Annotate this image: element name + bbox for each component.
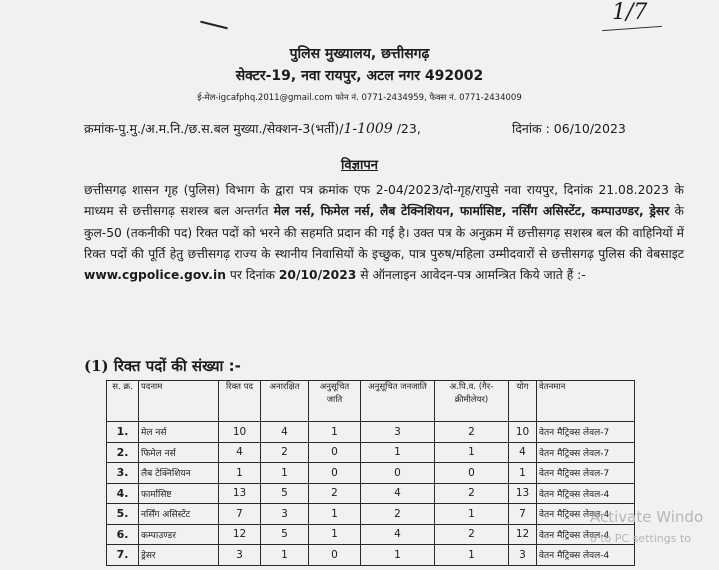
header-office: पुलिस मुख्यालय, छत्तीसगढ़ (289, 46, 430, 62)
cell-total: 3 (509, 545, 537, 566)
document-title: विज्ञापन (341, 158, 378, 173)
cell-st: 4 (361, 524, 435, 545)
post-names: मेल नर्स, फिमेल नर्स, लैब टेक्निशियन, फार्मासिष्ट, नर्सिंग असिस्टेंट, कम्पाउण्डर, ड्रेसर (273, 204, 670, 219)
table-row (107, 463, 635, 484)
cell-post: लैब टेक्निशियन (139, 463, 219, 484)
reference-prefix: क्रमांक-पु.मु./अ.म.नि./छ.स.बल मुख्या./सेक्शन-3(भर्ती)/ (84, 121, 344, 136)
cell-pay: वेतन मैट्रिक्स लेवल-7 (537, 442, 635, 463)
cell-post: कम्पाउण्डर (139, 524, 219, 545)
cell-total: 4 (509, 442, 537, 463)
reference-date: दिनांक : 06/10/2023 (512, 121, 626, 136)
cell-pay: वेतन मैट्रिक्स लेवल-7 (537, 422, 635, 443)
cell-sn: 6. (107, 524, 139, 545)
cell-pay: वेतन मैट्रिक्स लेवल-7 (537, 463, 635, 484)
cell-st: 4 (361, 483, 435, 504)
cell-obc: 2 (435, 422, 509, 443)
cell-vacant: 12 (219, 524, 261, 545)
cell-pay: वेतन मैट्रिक्स लेवल-4 (537, 524, 635, 545)
table-row (107, 504, 635, 525)
cell-vacant: 13 (219, 483, 261, 504)
activation-watermark-subtitle: o to PC settings to (590, 532, 691, 545)
section-number: (1) (84, 357, 109, 375)
cell-obc: 1 (435, 504, 509, 525)
cell-vacant: 1 (219, 463, 261, 484)
header-pay: वेतनमान (537, 381, 635, 422)
cell-sc: 0 (309, 545, 361, 566)
cell-sn: 7. (107, 545, 139, 566)
cell-sn: 3. (107, 463, 139, 484)
cell-total: 13 (509, 483, 537, 504)
header-contact: ई-मेल-igcafphq.2011@gmail.com फोन नं. 0771-2434959, फैक्स नं. 0771-2434009 (197, 93, 522, 103)
cell-unreserved: 5 (261, 483, 309, 504)
header-address: सेक्टर-19, नवा रायपुर, अटल नगर 492002 (235, 68, 484, 84)
cell-unreserved: 1 (261, 463, 309, 484)
cell-sc: 0 (309, 442, 361, 463)
reference-number (84, 120, 421, 137)
cell-sn: 4. (107, 483, 139, 504)
header-sn: स. क्र. (107, 381, 139, 422)
cell-obc: 1 (435, 545, 509, 566)
header-total: योग (509, 381, 537, 422)
cell-vacant: 4 (219, 442, 261, 463)
header-obc: अ.पि.व. (गैर-क्रीमीलेयर) (435, 381, 509, 422)
cell-unreserved: 3 (261, 504, 309, 525)
pen-stroke (200, 21, 228, 30)
cell-vacant: 10 (219, 422, 261, 443)
header-unreserved: अनारक्षित (261, 381, 309, 422)
cell-post: फिमेल नर्स (139, 442, 219, 463)
cell-obc: 1 (435, 442, 509, 463)
table-row (107, 442, 635, 463)
cell-unreserved: 4 (261, 422, 309, 443)
cell-sn: 2. (107, 442, 139, 463)
header-sc: अनुसूचित जाति (309, 381, 361, 422)
table-row (107, 483, 635, 504)
cell-st: 2 (361, 504, 435, 525)
cell-sc: 0 (309, 463, 361, 484)
cell-vacant: 7 (219, 504, 261, 525)
cell-sc: 2 (309, 483, 361, 504)
cell-total: 10 (509, 422, 537, 443)
cell-post: मेल नर्स (139, 422, 219, 443)
cell-unreserved: 5 (261, 524, 309, 545)
cell-post: ड्रेसर (139, 545, 219, 566)
cell-total: 12 (509, 524, 537, 545)
last-date: 20/10/2023 (278, 268, 357, 283)
cell-pay: वेतन मैट्रिक्स लेवल-4 (537, 483, 635, 504)
table-row (107, 545, 635, 566)
cell-post: फार्मासिष्ट (139, 483, 219, 504)
cell-pay: वेतन मैट्रिक्स लेवल-4 (537, 545, 635, 566)
cell-post: नर्सिंग असिस्टेंट (139, 504, 219, 525)
cell-vacant: 3 (219, 545, 261, 566)
cell-total: 7 (509, 504, 537, 525)
header-post: पदनाम (139, 381, 219, 422)
header-st: अनुसूचित जनजाति (361, 381, 435, 422)
cell-sn: 1. (107, 422, 139, 443)
cell-unreserved: 1 (261, 545, 309, 566)
cell-st: 1 (361, 545, 435, 566)
cell-sc: 1 (309, 524, 361, 545)
header-vacant: रिक्त पद (219, 381, 261, 422)
cell-obc: 2 (435, 524, 509, 545)
vacancy-table (106, 380, 635, 566)
cell-sn: 5. (107, 504, 139, 525)
table-row (107, 524, 635, 545)
cell-st: 1 (361, 442, 435, 463)
advertisement-body: छत्तीसगढ़ शासन गृह (पुलिस) विभाग के द्वारा पत्र क्रमांक एफ 2-04/2023/दो-गृह/रापुसे नवा रायपुर, दिनांक 21.08.2023 के माध्यम से छत्तीसगढ़ सशस्त्र बल अन्तर्गत मेल नर्स, फिमेल नर्स, लैब टेक्निशियन, फार्मासिष्ट, नर्सिंग असिस्टेंट, कम्पाउण्डर, ड्रेसर के कुल-50 (तकनीकी पद) रिक्त पदों को भरने की सहमति प्रदान की गई है। उक्त पत्र के अनुक्रम में छत्तीसगढ़ सशस्त्र बल की वाहिनियों में रिक्त पदों की पूर्ति हेतु छत्तीसगढ़ राज्य के स्थानीय निवासियों के इच्छुक, पात्र पुरुष/महिला उम्मीदवारों से छत्तीसगढ़ पुलिस की वेबसाइट www.cgpolice.gov.in पर दिनांक 20/10/2023 से ऑनलाइन आवेदन-पत्र आमन्त्रित किये जाते हैं :- (84, 183, 684, 283)
cell-total: 1 (509, 463, 537, 484)
reference-suffix: /23, (396, 121, 421, 136)
website-link: www.cgpolice.gov.in (84, 268, 226, 283)
section-heading (84, 356, 241, 376)
cell-st: 0 (361, 463, 435, 484)
cell-pay: वेतन मैट्रिक्स लेवल-4 (537, 504, 635, 525)
table-header-row (107, 381, 635, 422)
cell-obc: 0 (435, 463, 509, 484)
page-number: 1/7 (612, 0, 648, 25)
cell-st: 3 (361, 422, 435, 443)
page-number-underline (602, 26, 662, 31)
table-row (107, 422, 635, 443)
cell-sc: 1 (309, 504, 361, 525)
activation-watermark-title: Activate Windo (590, 508, 704, 526)
cell-sc: 1 (309, 422, 361, 443)
cell-obc: 2 (435, 483, 509, 504)
cell-unreserved: 2 (261, 442, 309, 463)
reference-handwritten-number: 1-1009 (343, 121, 393, 137)
section-title: रिक्त पदों की संख्या :- (113, 357, 241, 375)
